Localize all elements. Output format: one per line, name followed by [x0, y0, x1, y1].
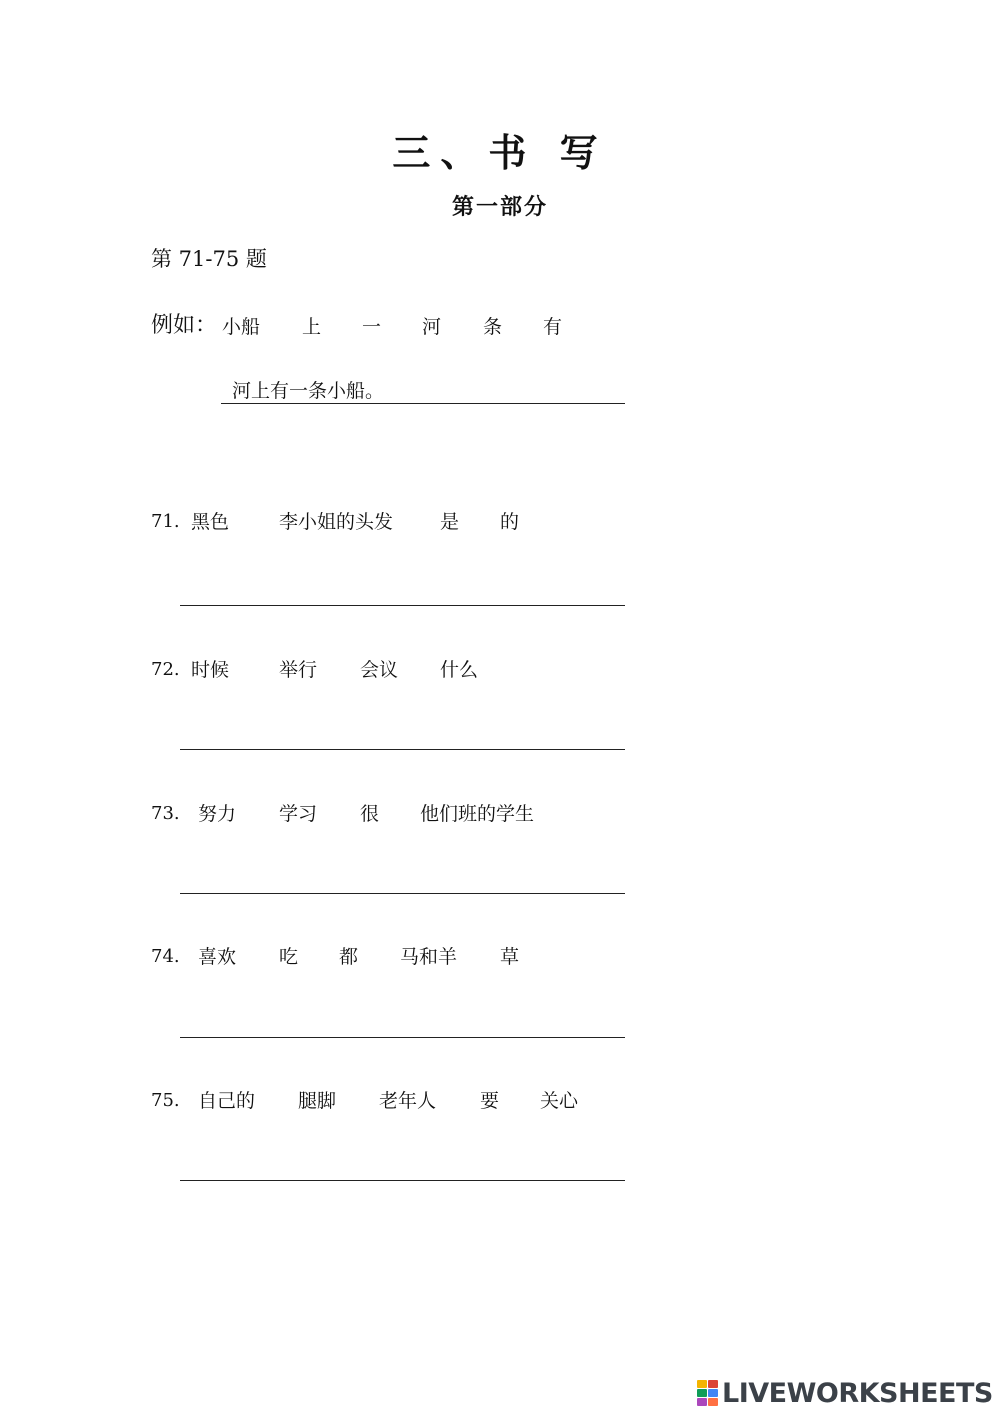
- question-word: 黑色: [191, 511, 230, 533]
- answer-line: [180, 1180, 625, 1181]
- example-word: 小船: [222, 316, 261, 338]
- answer-line: [180, 893, 625, 894]
- liveworksheets-logo: [697, 1378, 993, 1408]
- answer-line: [180, 749, 625, 750]
- answer-input-75[interactable]: [180, 1149, 625, 1179]
- question-number: 72.: [151, 659, 180, 680]
- question-word: 是: [440, 511, 460, 533]
- liveworksheets-logo-icon: [697, 1380, 719, 1406]
- question-word: 的: [500, 511, 520, 533]
- part-subtitle: 第一部分: [451, 195, 548, 220]
- answer-line: [180, 1037, 625, 1038]
- question-word: 草: [500, 946, 520, 968]
- question-word: 关心: [540, 1090, 579, 1112]
- question-word: 都: [339, 946, 359, 968]
- example-word: 河: [422, 316, 442, 338]
- answer-input-74[interactable]: [180, 1006, 625, 1036]
- answer-line: [180, 605, 625, 606]
- question-word: 老年人: [379, 1090, 437, 1112]
- example-word: 条: [483, 316, 503, 338]
- question-range-label: 第 71-75 题: [151, 247, 267, 271]
- example-prefix: 例如：: [151, 313, 218, 338]
- question-word: 腿脚: [298, 1090, 337, 1112]
- question-number: 74.: [151, 946, 180, 967]
- question-word: 时候: [191, 659, 230, 681]
- question-word: 会议: [360, 659, 399, 681]
- answer-input-73[interactable]: [180, 862, 625, 892]
- example-answer: 河上有一条小船。: [232, 380, 385, 402]
- answer-input-71[interactable]: [180, 574, 625, 604]
- liveworksheets-brand-text: LIVEWORKSHEETS: [722, 1377, 993, 1409]
- question-word: 李小姐的头发: [279, 511, 394, 533]
- question-word: 什么: [440, 659, 479, 681]
- question-word: 很: [360, 803, 380, 825]
- question-number: 71.: [151, 511, 180, 532]
- question-word: 学习: [279, 803, 318, 825]
- question-word: 要: [480, 1090, 500, 1112]
- question-word: 自己的: [198, 1090, 256, 1112]
- question-word: 马和羊: [400, 946, 458, 968]
- section-title: 三、书 写: [392, 131, 608, 175]
- question-word: 举行: [279, 659, 318, 681]
- question-word: 喜欢: [198, 946, 237, 968]
- question-word: 努力: [198, 803, 237, 825]
- question-number: 75.: [151, 1090, 180, 1111]
- example-word: 上: [302, 316, 322, 338]
- question-number: 73.: [151, 803, 180, 824]
- question-word: 他们班的学生: [420, 803, 535, 825]
- answer-input-72[interactable]: [180, 718, 625, 748]
- example-word: 一: [362, 316, 382, 338]
- question-word: 吃: [279, 946, 299, 968]
- example-answer-line: [221, 403, 625, 404]
- example-word: 有: [543, 316, 563, 338]
